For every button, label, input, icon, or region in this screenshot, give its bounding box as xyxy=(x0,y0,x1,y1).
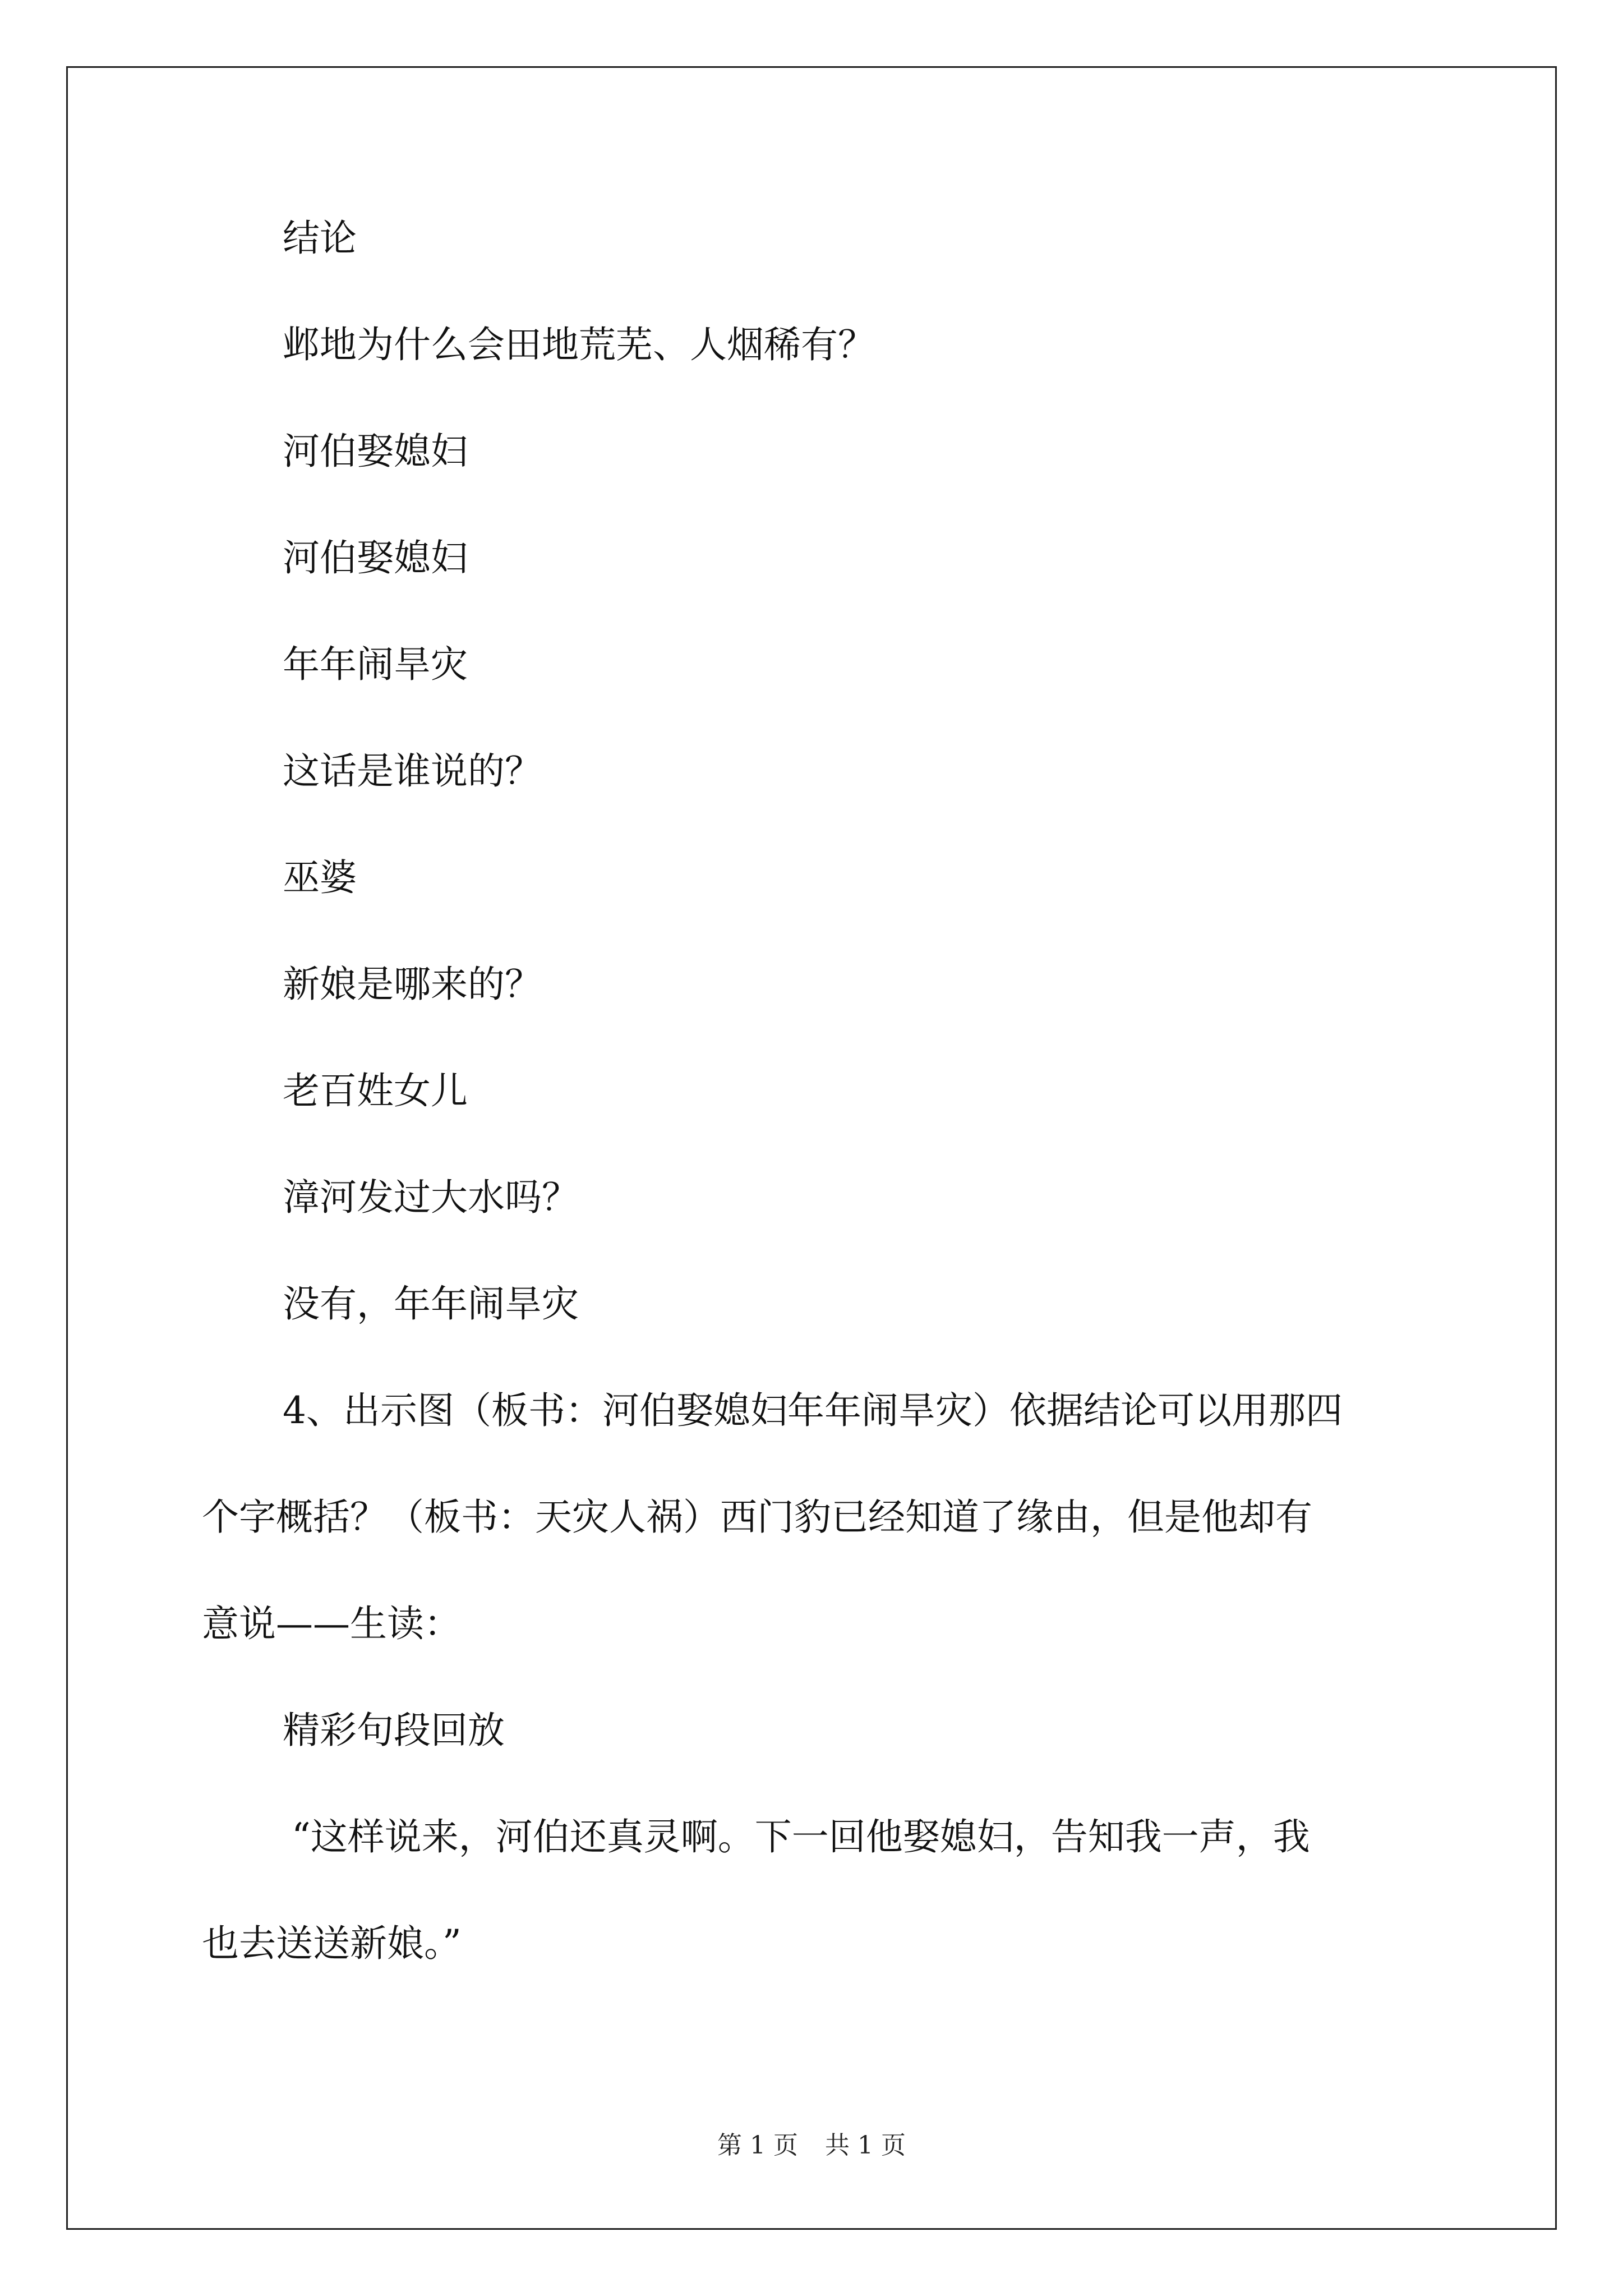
paragraph-line: 意说——生读： xyxy=(202,1602,461,1645)
text-line: 年年闹旱灾 xyxy=(283,643,468,686)
text-line: 老百姓女儿 xyxy=(283,1069,468,1112)
quote-line: 也去送送新娘。” xyxy=(202,1922,462,1965)
page-total: 共 1 页 xyxy=(825,2131,906,2160)
page-number: 第 1 页 xyxy=(717,2131,798,2160)
paragraph-line: 4、出示图（板书：河伯娶媳妇年年闹旱灾）依据结论可以用那四 xyxy=(283,1389,1343,1432)
page-footer xyxy=(0,2129,1623,2162)
text-line: 河伯娶媳妇 xyxy=(283,430,468,473)
text-line: 这话是谁说的？ xyxy=(283,749,542,793)
quote-line: “这样说来，河伯还真灵啊。下一回他娶媳妇，告知我一声，我 xyxy=(292,1815,1310,1858)
text-line: 邺地为什么会田地荒芜、人烟稀有？ xyxy=(283,323,875,366)
text-line: 新娘是哪来的？ xyxy=(283,963,542,1006)
paragraph-line: 个字概括？（板书：天灾人祸）西门豹已经知道了缘由，但是他却有 xyxy=(202,1496,1312,1539)
text-line: 结论 xyxy=(283,217,357,260)
text-line: 漳河发过大水吗？ xyxy=(283,1176,579,1219)
text-line: 没有，年年闹旱灾 xyxy=(283,1282,579,1326)
text-line: 河伯娶媳妇 xyxy=(283,536,468,579)
page-border xyxy=(66,66,1557,2230)
text-line: 巫婆 xyxy=(283,856,357,899)
section-title: 精彩句段回放 xyxy=(283,1709,505,1752)
